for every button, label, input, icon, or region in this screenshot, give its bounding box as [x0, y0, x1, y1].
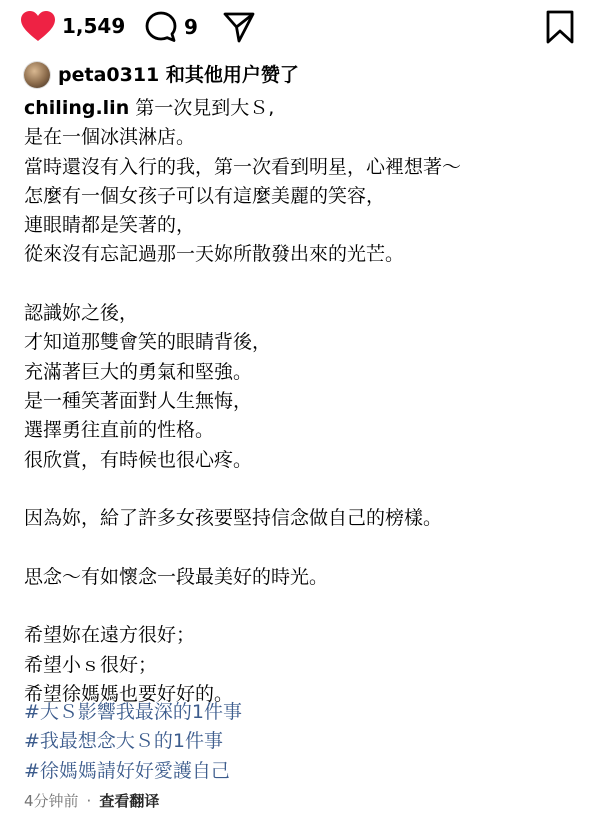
post-meta — [24, 790, 159, 811]
caption-line: 充滿著巨大的勇氣和堅強。 — [24, 360, 253, 383]
liker-username[interactable]: peta0311 — [58, 64, 160, 86]
comment-count: 9 — [184, 15, 198, 39]
comment-button[interactable] — [144, 10, 198, 44]
share-icon — [222, 10, 256, 44]
post-timestamp: 4分钟前 — [24, 792, 79, 810]
hashtag-list — [24, 698, 242, 786]
caption-line: 當時還沒有入行的我，第一次看到明星，心裡想著～ — [24, 155, 462, 178]
heart-icon — [20, 10, 56, 42]
separator-dot: · — [86, 791, 92, 810]
caption-line: 從來沒有忘記過那一天妳所散發出來的光芒。 — [24, 243, 405, 266]
caption-line — [24, 270, 584, 299]
caption-line: 希望妳在遠方很好； — [24, 624, 196, 647]
caption-line: 怎麼有一個女孩子可以有這麼美麗的笑容， — [24, 184, 386, 207]
hashtag-link[interactable]: #大Ｓ影響我最深的1件事 — [24, 701, 243, 723]
caption-line: 希望徐媽媽也要好好的。 — [24, 682, 234, 705]
liked-by-text[interactable]: 和其他用户赞了 — [159, 64, 299, 86]
post-caption — [24, 94, 584, 709]
caption-text: 第一次見到大Ｓ, — [129, 97, 275, 119]
comment-icon — [144, 10, 178, 44]
liked-by — [24, 62, 299, 88]
bookmark-button[interactable] — [545, 10, 575, 44]
caption-line: 連眼睛都是笑著的， — [24, 214, 196, 237]
see-translation-link[interactable]: 查看翻译 — [99, 792, 160, 810]
caption-line: 希望小ｓ很好； — [24, 653, 158, 676]
hashtag-link[interactable]: #徐媽媽請好好愛護自己 — [24, 759, 230, 782]
like-button[interactable] — [20, 10, 125, 42]
share-button[interactable] — [222, 10, 256, 44]
caption-line: 是在一個冰淇淋店。 — [24, 126, 196, 149]
post-action-bar — [0, 0, 600, 56]
caption-line: 是一種笑著面對人生無悔， — [24, 389, 253, 412]
hashtag-link[interactable]: #我最想念大Ｓ的1件事 — [24, 730, 224, 753]
caption-line: 認識妳之後， — [24, 302, 139, 325]
avatar[interactable] — [24, 62, 50, 88]
caption-line: 因為妳，給了許多女孩要堅持信念做自己的榜樣。 — [24, 507, 443, 530]
caption-line: 選擇勇往直前的性格。 — [24, 419, 215, 442]
caption-line — [24, 592, 584, 621]
like-count: 1,549 — [62, 14, 126, 38]
caption-line: 很欣賞，有時候也很心疼。 — [24, 448, 253, 471]
author-username[interactable]: chiling.lin — [24, 97, 130, 119]
caption-line — [24, 533, 584, 562]
bookmark-icon — [545, 10, 575, 44]
caption-line: 才知道那雙會笑的眼睛背後， — [24, 331, 272, 354]
caption-first-line — [24, 94, 584, 123]
caption-line — [24, 475, 584, 504]
caption-line: 思念～有如懷念一段最美好的時光。 — [24, 565, 329, 588]
